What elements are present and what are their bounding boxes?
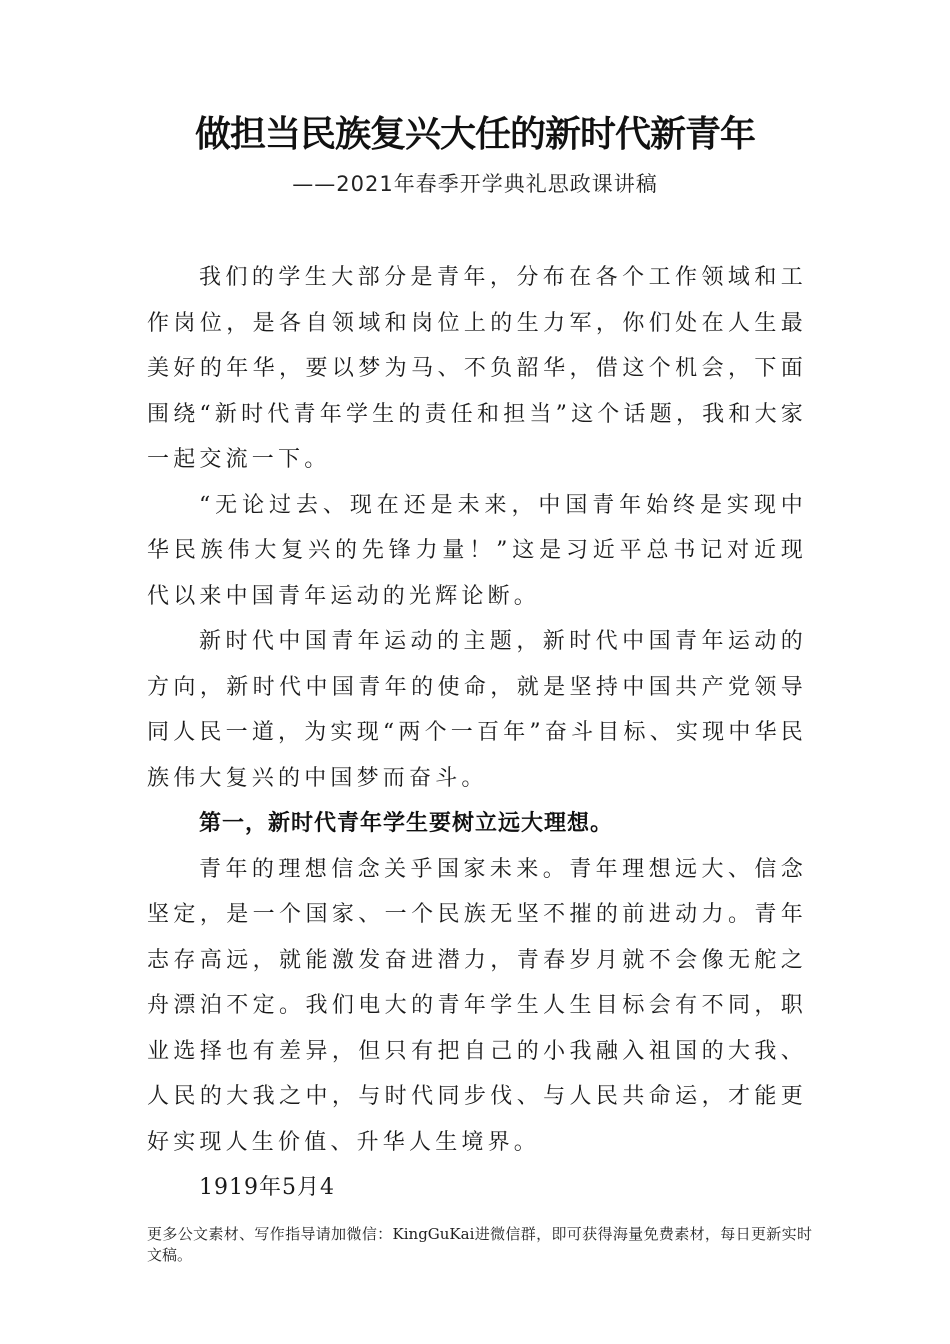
- paragraph-date-fragment: 1919年5月4: [199, 1175, 335, 1200]
- paragraph-ideals: 青年的理想信念关乎国家未来。青年理想远大、信念坚定，是一个国家、一个民族无坚不摧的前进动力。青年志存高远，就能激发奋进潜力，青春岁月就不会像无舵之舟漂泊不定。我们电大的青年学生人生目标会有不同，职业选择也有差异，但只有把自己的小我融入祖国的大我、人民的大我之中，与时代同步伐、与人民共命运，才能更好实现人生价值、升华人生境界。: [147, 856, 807, 1155]
- footer-note: 更多公文素材、写作指导请加微信：KingGuKai进微信群，即可获得海量免费素材，每日更新实时文稿。: [147, 1225, 812, 1264]
- paragraph-mission: 新时代中国青年运动的主题，新时代中国青年运动的方向，新时代中国青年的使命，就是坚持中国共产党领导同人民一道，为实现“两个一百年”奋斗目标、实现中华民族伟大复兴的中国梦而奋斗。: [147, 629, 807, 791]
- paragraph-quote: “无论过去、现在还是未来，中国青年始终是实现中华民族伟大复兴的先锋力量！”这是习近平总书记对近现代以来中国青年运动的光辉论断。: [147, 492, 807, 609]
- paragraph-intro: 我们的学生大部分是青年，分布在各个工作领域和工作岗位，是各自领域和岗位上的生力军，你们处在人生最美好的年华，要以梦为马、不负韶华，借这个机会，下面围绕“新时代青年学生的责任和担当”这个话题，我和大家一起交流一下。: [147, 265, 807, 472]
- section-heading-first: 第一，新时代青年学生要树立远大理想。: [199, 811, 614, 836]
- document-title: 做担当民族复兴大任的新时代新青年: [194, 113, 755, 155]
- document-body: [147, 255, 807, 1211]
- document-subtitle: ——2021年春季开学典礼思政课讲稿: [292, 172, 658, 196]
